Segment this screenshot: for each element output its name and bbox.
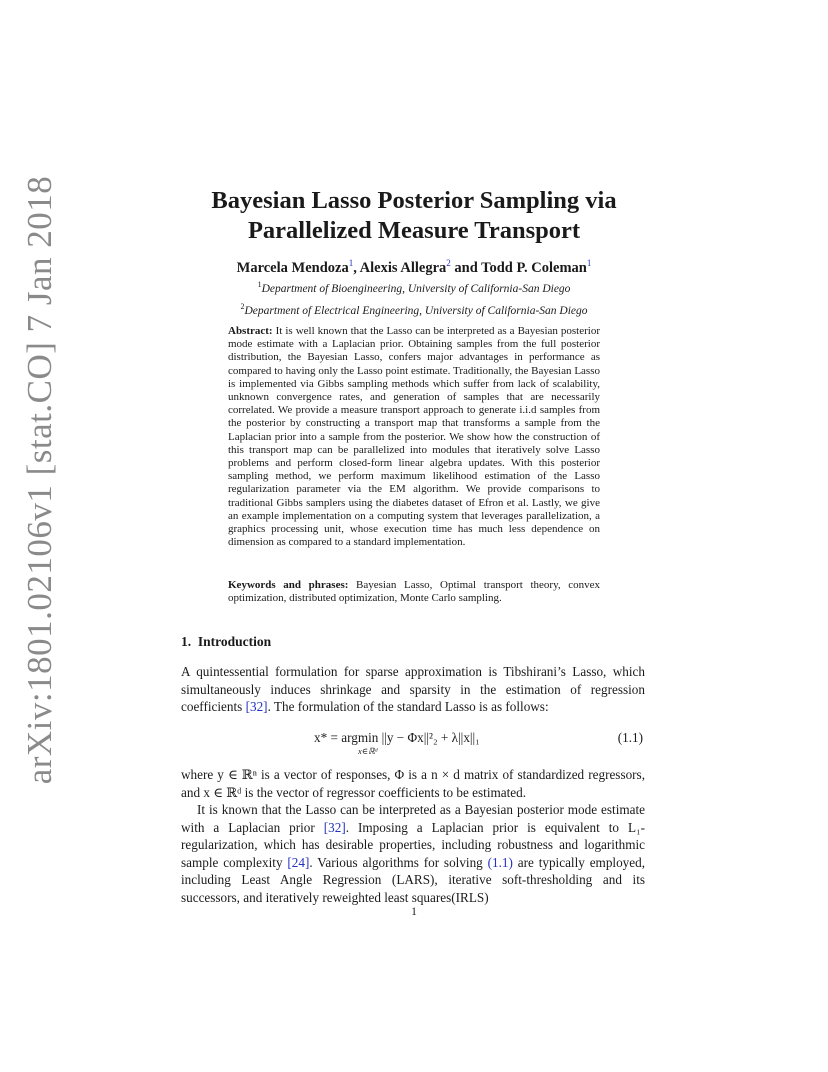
keywords-text: Bayesian Lasso, Optimal transport theory, convex optimization, distributed optimization, Monte Carlo sampling. <box>228 579 601 605</box>
citation-link[interactable]: [32] <box>323 819 346 835</box>
affiliation-mark[interactable]: 2 <box>446 258 451 268</box>
affiliation-mark[interactable]: 1 <box>348 258 354 268</box>
equation-reference-link[interactable]: (1.1) <box>487 854 513 870</box>
abstract <box>228 325 600 549</box>
paragraph-text: . Imposing a Laplacian prior is equivalent to L₁-regularization, which has desirable properties, including robustness and logarithmic sample complexity <box>181 819 645 870</box>
section-title: Introduction <box>197 634 272 649</box>
abstract-text: It is well known that the Lasso can be interpreted as a Bayesian posterior mode estimate with a Laplacian prior. Obtaining samples from the full posterior distribution, the Bayesian Lasso, confers major advantages in performance as compared to having only the Lasso point estimate. Traditionally, the Bayesian Lasso is implemented via Gibbs sampling methods which suffer from lack of scalability, unknown convergence rates, and generation of samples that are necessarily correlated. We provide a measure transport approach to generate i.i.d samples from the posterior by constructing a transport map that transforms a sample from the Laplacian prior into a sample from the posterior. We show how the construction of this transport map can be parallelized into modules that iteratively solve Lasso problems and perform closed-form linear algebra updates. With this posterior sampling method, we perform maximum likelihood estimation of the Lasso regularization parameter via the EM algorithm. We provide comparisons to traditional Gibbs samplers using the diabetes dataset of Efron et al. Lastly, we give an example implementation on a computing system that leverages parallelization, a graphics processing unit, whose execution time has much less dependence on dimension as compared to a standard implementation. <box>228 325 601 549</box>
title-line-2: Parallelized Measure Transport <box>247 217 581 244</box>
paragraph-text: It is known that the Lasso can be interpreted as a Bayesian posterior mode estimate with a Laplacian prior <box>181 802 645 835</box>
keywords <box>228 579 600 605</box>
affiliation-2 <box>0 302 828 317</box>
affiliation-text: Department of Bioengineering, University of California-San Diego <box>261 282 571 295</box>
section-number: 1. <box>181 634 192 649</box>
title-line-1: Bayesian Lasso Posterior Sampling via <box>211 187 617 214</box>
affiliation-1 <box>0 280 828 295</box>
citation-link[interactable]: [24] <box>287 854 310 870</box>
affiliation-number: 1 <box>257 280 262 289</box>
intro-paragraph-2 <box>181 766 645 801</box>
equation-body <box>314 730 480 746</box>
author-name: Marcela Mendoza <box>236 259 349 276</box>
equation-1-1 <box>181 730 645 762</box>
paragraph-text: . The formulation of the standard Lasso is as follows: <box>267 699 549 715</box>
equation-subscript: x∈ℝᵈ <box>358 746 378 756</box>
affiliation-text: Department of Electrical Engineering, University of California-San Diego <box>244 304 588 317</box>
author-and: and <box>454 259 478 276</box>
paper-title <box>0 186 828 246</box>
intro-paragraph-1 <box>181 663 645 716</box>
author-name: Todd P. Coleman <box>481 259 587 276</box>
equation-rhs: ||y − Φx||²₂ + λ||x||₁ <box>378 730 480 745</box>
abstract-label: Abstract: <box>228 325 273 337</box>
keywords-label: Keywords and phrases: <box>228 579 349 591</box>
equation-number: (1.1) <box>617 730 643 745</box>
citation-link[interactable]: [32] <box>245 699 268 715</box>
intro-paragraph-3 <box>181 801 645 907</box>
paragraph-text: A quintessential formulation for sparse approximation is Tibshirani’s Lasso, which simultaneously induces shrinkage and sparsity in the estimation of regression coefficients <box>181 664 645 715</box>
author-separator: , <box>353 259 360 276</box>
affiliation-number: 2 <box>240 302 245 311</box>
equation-operator: argmin <box>341 730 379 745</box>
paragraph-text: are typically employed, including Least Angle Regression (LARS), iterative soft-thresholding and its successors, and iteratively reweighted least squares(IRLS) <box>181 854 646 905</box>
affiliation-mark[interactable]: 1 <box>586 258 592 268</box>
paragraph-text: where y ∈ ℝⁿ is a vector of responses, Φ is a n × d matrix of standardized regressors, and x ∈ ℝᵈ is the vector of regressor coefficients to be estimated. <box>181 767 645 800</box>
equation-lhs: x* = <box>314 730 342 745</box>
page-number: 1 <box>411 906 417 918</box>
author-list <box>0 258 828 277</box>
author-name: Alexis Allegra <box>359 259 447 276</box>
arxiv-sidebar-stamp: arXiv:1801.02106v1 [stat.CO] 7 Jan 2018 <box>20 175 59 785</box>
section-heading <box>181 634 271 650</box>
paragraph-text: . Various algorithms for solving <box>309 854 488 870</box>
